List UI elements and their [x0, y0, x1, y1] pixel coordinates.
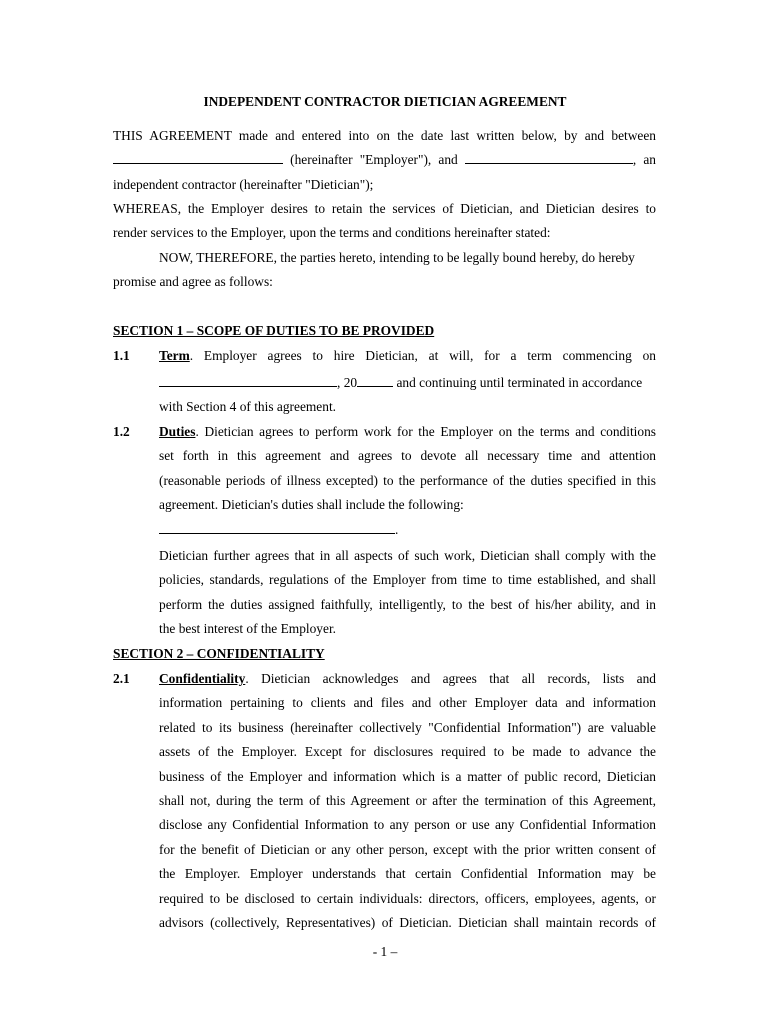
clause-1-2-paragraph-2	[159, 544, 656, 642]
section-1-title: SECTION 1 – SCOPE OF DUTIES TO BE PROVIDED	[113, 323, 435, 338]
clause-2-1-line-3: related to its business (hereinafter collectively "Confidential Information") are valuable	[159, 719, 656, 735]
clause-2-1-line-5: business of the Employer and information which is a matter of public record, Dietician	[159, 768, 656, 784]
employer-name-blank[interactable]	[113, 150, 283, 164]
term-start-date-blank[interactable]	[159, 373, 337, 387]
page-number: - 1 –	[372, 944, 398, 959]
clause-1-2-line-3: (reasonable periods of illness excepted) to the performance of the duties specified in this	[159, 472, 656, 488]
term-year-blank[interactable]	[357, 373, 393, 387]
now-therefore-line-1: NOW, THEREFORE, the parties hereto, intending to be legally bound hereby, do hereby	[159, 250, 635, 265]
intro-line-2	[113, 148, 656, 172]
clause-1-1-heading: Term	[159, 348, 190, 363]
whereas-line-2: render services to the Employer, upon the terms and conditions hereinafter stated:	[113, 225, 551, 241]
clause-2-1-line-8: for the benefit of Dietician or any other person, except with the prior written consent of	[159, 841, 656, 857]
duties-blank[interactable]	[159, 520, 395, 534]
clause-1-2-line-1: Duties. Dietician agrees to perform work for the Employer on the terms and conditions	[159, 424, 656, 439]
clause-2-1-heading: Confidentiality	[159, 671, 246, 686]
clause-1-1-line-3: with Section 4 of this agreement.	[159, 399, 337, 414]
clause-2-1-line-7: disclose any Confidential Information to any person or use any Confidential Information	[159, 817, 656, 833]
intro-an-text: , an	[632, 152, 656, 168]
clause-1-2-p2-line-4: the best interest of the Employer.	[159, 621, 337, 637]
clause-2-1-line-6: shall not, during the term of this Agreement or after the termination of this Agreement,	[159, 792, 656, 808]
clause-2-1-line-10: required to be disclosed to certain individuals: directors, officers, employees, agents, or	[159, 890, 656, 906]
intro-line-1: THIS AGREEMENT made and entered into on the date last written below, by and between	[113, 128, 656, 143]
now-therefore-line-2: promise and agree as follows:	[113, 274, 273, 289]
document-title: INDEPENDENT CONTRACTOR DIETICIAN AGREEMENT	[203, 94, 567, 109]
clause-1-2-line-2: set forth in this agreement and agrees to devote all necessary time and attention	[159, 448, 656, 464]
whereas-paragraph	[113, 197, 656, 246]
clause-1-2-heading: Duties	[159, 424, 196, 439]
section-2-title: SECTION 2 – CONFIDENTIALITY	[113, 646, 325, 661]
clause-2-1-number: 2.1	[113, 671, 130, 686]
clause-1-1-number: 1.1	[113, 348, 130, 363]
clause-2-1-line-2: information pertaining to clients and files and other Employer data and information	[159, 695, 656, 711]
clause-1-2	[159, 420, 656, 518]
intro-paragraph	[113, 124, 656, 197]
clause-1-1	[159, 344, 656, 368]
clause-1-2-line-4: agreement. Dietician's duties shall include the following:	[159, 497, 464, 513]
dietician-name-blank[interactable]	[465, 150, 633, 164]
clause-1-1-line-2: , 20 and continuing until terminated in accordance	[159, 371, 642, 395]
clause-2-1-line-9: the Employer. Employer understands that certain Confidential Information may be	[159, 866, 656, 882]
clause-2-1-line-11: advisors (collectively, Representatives) of Dietician. Dietician shall maintain records of	[159, 914, 656, 930]
clause-2-1-line-4: assets of the Employer. Except for disclosures required to be made to advance the	[159, 744, 656, 760]
clause-1-2-p2-line-2: policies, standards, regulations of the Employer from time to time established, and shall	[159, 572, 656, 588]
intro-employer-text: (hereinafter "Employer"), and	[290, 152, 458, 168]
clause-1-2-number: 1.2	[113, 424, 130, 439]
clause-2-1-line-1: Confidentiality. Dietician acknowledges and agrees that all records, lists and	[159, 671, 656, 686]
clause-2-1	[159, 667, 656, 935]
clause-1-2-p2-line-1: Dietician further agrees that in all aspects of such work, Dietician shall comply with the	[159, 548, 656, 563]
whereas-line-1: WHEREAS, the Employer desires to retain the services of Dietician, and Dietician desires to	[113, 201, 656, 216]
clause-1-2-p2-line-3: perform the duties assigned faithfully, intelligently, to the best of his/her ability, and in	[159, 596, 656, 612]
intro-line-3: independent contractor (hereinafter "Dietician");	[113, 176, 374, 192]
duties-blank-line: .	[159, 518, 398, 542]
clause-1-1-line-1: Term. Employer agrees to hire Dietician, at will, for a term commencing on	[159, 348, 656, 363]
